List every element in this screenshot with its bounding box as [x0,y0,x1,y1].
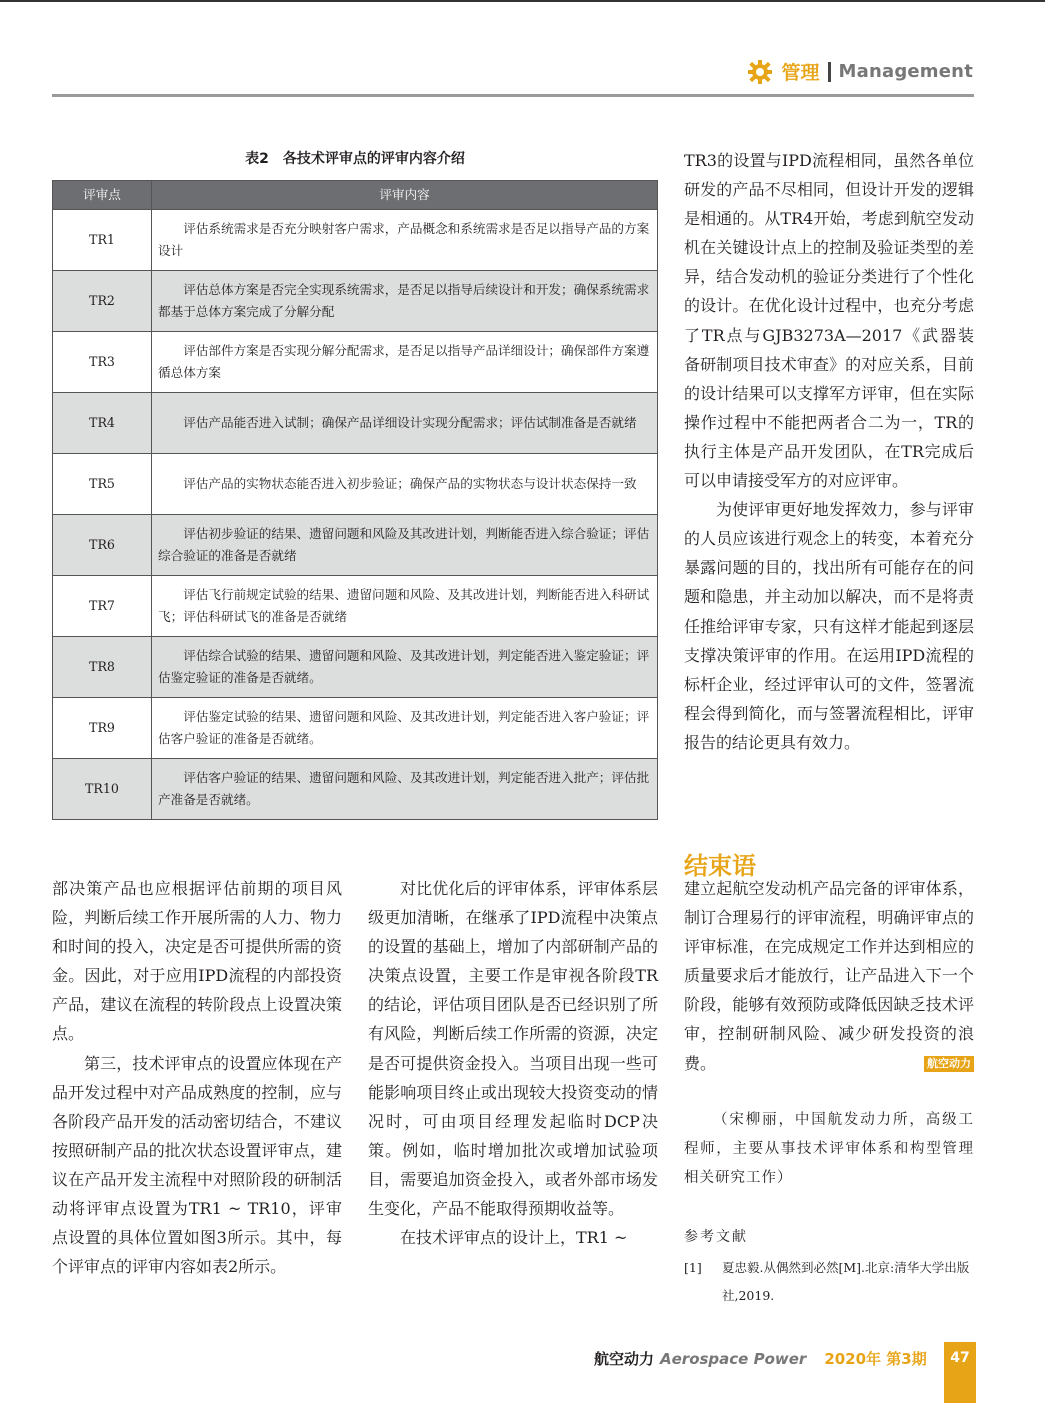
tr-code: TR10 [53,759,152,820]
page-number: 47 [944,1342,976,1403]
paragraph: 部决策产品也应根据评估前期的项目风险，判断后续工作开展所需的人力、物力和时间的投入，决定是否可提供所需的资金。因此，对于应用IPD流程的内部投资产品，建议在流程的转阶段点上设置决策点。 [52,879,342,1044]
table-row [53,393,658,454]
section-label-cn: 管理 [781,62,820,84]
journal-name-cn: 航空动力 [594,1350,655,1368]
running-footer [594,1348,927,1369]
review-points-table [52,180,658,820]
tr-content: 评估总体方案是否完全实现系统需求，是否足以指导后续设计和开发；确保系统需求都基于总体方案完成了分解分配 [152,271,658,332]
body-column-right-bottom [684,874,974,1078]
tr-code: TR9 [53,698,152,759]
tr-content: 评估初步验证的结果、遗留问题和风险及其改进计划，判断能否进入综合验证；评估综合验证的准备是否就绪 [152,515,658,576]
tr-code: TR5 [53,454,152,515]
body-column-left [52,874,342,1281]
conclusion-text: 建立起航空发动机产品完备的评审体系，制订合理易行的评审流程，明确评审点的评审标准，在完成规定工作并达到相应的质量要求后才能放行，让产品进入下一个阶段，能够有效预防或降低因缺乏技术评审，控制研制风险、减少研发投资的浪费。 [684,879,974,1073]
table-row [53,515,658,576]
paragraph: 第三，技术评审点的设置应体现在产品开发过程中对产品成熟度的控制，应与各阶段产品开发的活动密切结合，不建议按照研制产品的批次状态设置评审点，建议在产品开发主流程中对照阶段的研制活动将评审点设置为TR1 ~ TR10，评审点设置的具体位置如图3所示。其中，每个评审点的评审内容如表2所示。 [52,1053,342,1277]
gear-icon [747,59,773,85]
tr-content: 评估客户验证的结果、遗留问题和风险、及其改进计划，判定能否进入批产；评估批产准备是否就绪。 [152,759,658,820]
paragraph: 对比优化后的评审体系，评审体系层级更加清晰，在继承了IPD流程中决策点的设置的基础上，增加了内部研制产品的决策点设置，主要工作是审视各阶段TR的结论，评估项目团队是否已经识别了所有风险，判断后续工作所需的资源，决定是否可提供资金投入。当项目出现一些可能影响项目终止或出现较大投资变动的情况时，可由项目经理发起临时DCP决策。例如，临时增加批次或增加试验项目，需要追加资金投入，或者外部市场发生变化，产品不能取得预期收益等。 [368,879,658,1219]
table-row [53,698,658,759]
body-column-right-top [684,146,974,757]
tr-code: TR6 [53,515,152,576]
tr-code: TR4 [53,393,152,454]
issue-label: 2020年 第3期 [824,1350,927,1368]
tr-content: 评估综合试验的结果、遗留问题和风险、及其改进计划，判定能否进入鉴定验证；评估鉴定验证的准备是否就绪。 [152,637,658,698]
header-divider [828,62,831,82]
table-row [53,454,658,515]
tr-content: 评估鉴定试验的结果、遗留问题和风险、及其改进计划，判定能否进入客户验证；评估客户验证的准备是否就绪。 [152,698,658,759]
tr-code: TR3 [53,332,152,393]
table-header-code: 评审点 [53,181,152,210]
tr-code: TR8 [53,637,152,698]
author-note: （宋柳丽，中国航发动力所，高级工程师，主要从事技术评审体系和构型管理相关研究工作） [684,1112,974,1186]
section-heading-conclusion: 结束语 [684,852,756,880]
running-header [747,58,973,85]
tr-code: TR7 [53,576,152,637]
paragraph: 为使评审更好地发挥效力，参与评审的人员应该进行观念上的转变，本着充分暴露问题的目的，找出所有可能存在的问题和隐患，并主动加以解决，而不是将责任推给评审专家，只有这样才能起到逐层支撑决策评审的作用。在运用IPD流程的标杆企业，经过评审认可的文件，签署流程会得到简化，而与签署流程相比，评审报告的结论更具有效力。 [684,500,974,752]
tr-code: TR1 [53,210,152,271]
body-column-middle [368,874,658,1252]
section-label-en: Management [838,61,973,82]
reference-text: 夏忠毅.从偶然到必然[M].北京:清华大学出版社,2019. [722,1260,970,1303]
top-border-line [0,0,1045,2]
tr-code: TR2 [53,271,152,332]
table-row [53,271,658,332]
table-row [53,759,658,820]
references-title: 参考文献 [684,1229,748,1245]
journal-name-en: Aerospace Power [660,1349,807,1368]
reference-number: [1] [684,1260,702,1275]
tr-content: 评估部件方案是否实现分解分配需求，是否足以指导产品详细设计；确保部件方案遵循总体方案 [152,332,658,393]
table-row [53,210,658,271]
table-row [53,332,658,393]
tr-content: 评估飞行前规定试验的结果、遗留问题和风险、及其改进计划，判断能否进入科研试飞；评估科研试飞的准备是否就绪 [152,576,658,637]
table-title: 表2 各技术评审点的评审内容介绍 [245,151,465,167]
paragraph: TR3的设置与IPD流程相同，虽然各单位研发的产品不尽相同，但设计开发的逻辑是相通的。从TR4开始，考虑到航空发动机在关键设计点上的控制及验证类型的差异，结合发动机的验证分类进行了个性化的设计。在优化设计过程中，也充分考虑了TR点与GJB3273A—2017《武器装备研制项目技术审查》的对应关系，目前的设计结果可以支撑军方评审，但在实际操作过程中不能把两者合二为一，TR的执行主体是产品开发团队，在TR完成后可以申请接受军方的对应评审。 [684,151,974,491]
header-rule [52,94,974,97]
table-row [53,576,658,637]
tr-content: 评估系统需求是否充分映射客户需求，产品概念和系统需求是否足以指导产品的方案设计 [152,210,658,271]
table-row [53,637,658,698]
paragraph: 在技术评审点的设计上，TR1 ~ [400,1228,628,1248]
tr-content: 评估产品的实物状态能否进入初步验证；确保产品的实物状态与设计状态保持一致 [152,454,658,515]
end-tag: 航空动力 [924,1056,974,1072]
table-header-content: 评审内容 [152,181,658,210]
reference-item [684,1254,974,1310]
paragraph [684,874,974,1078]
tr-content: 评估产品能否进入试制；确保产品详细设计实现分配需求；评估试制准备是否就绪 [152,393,658,454]
